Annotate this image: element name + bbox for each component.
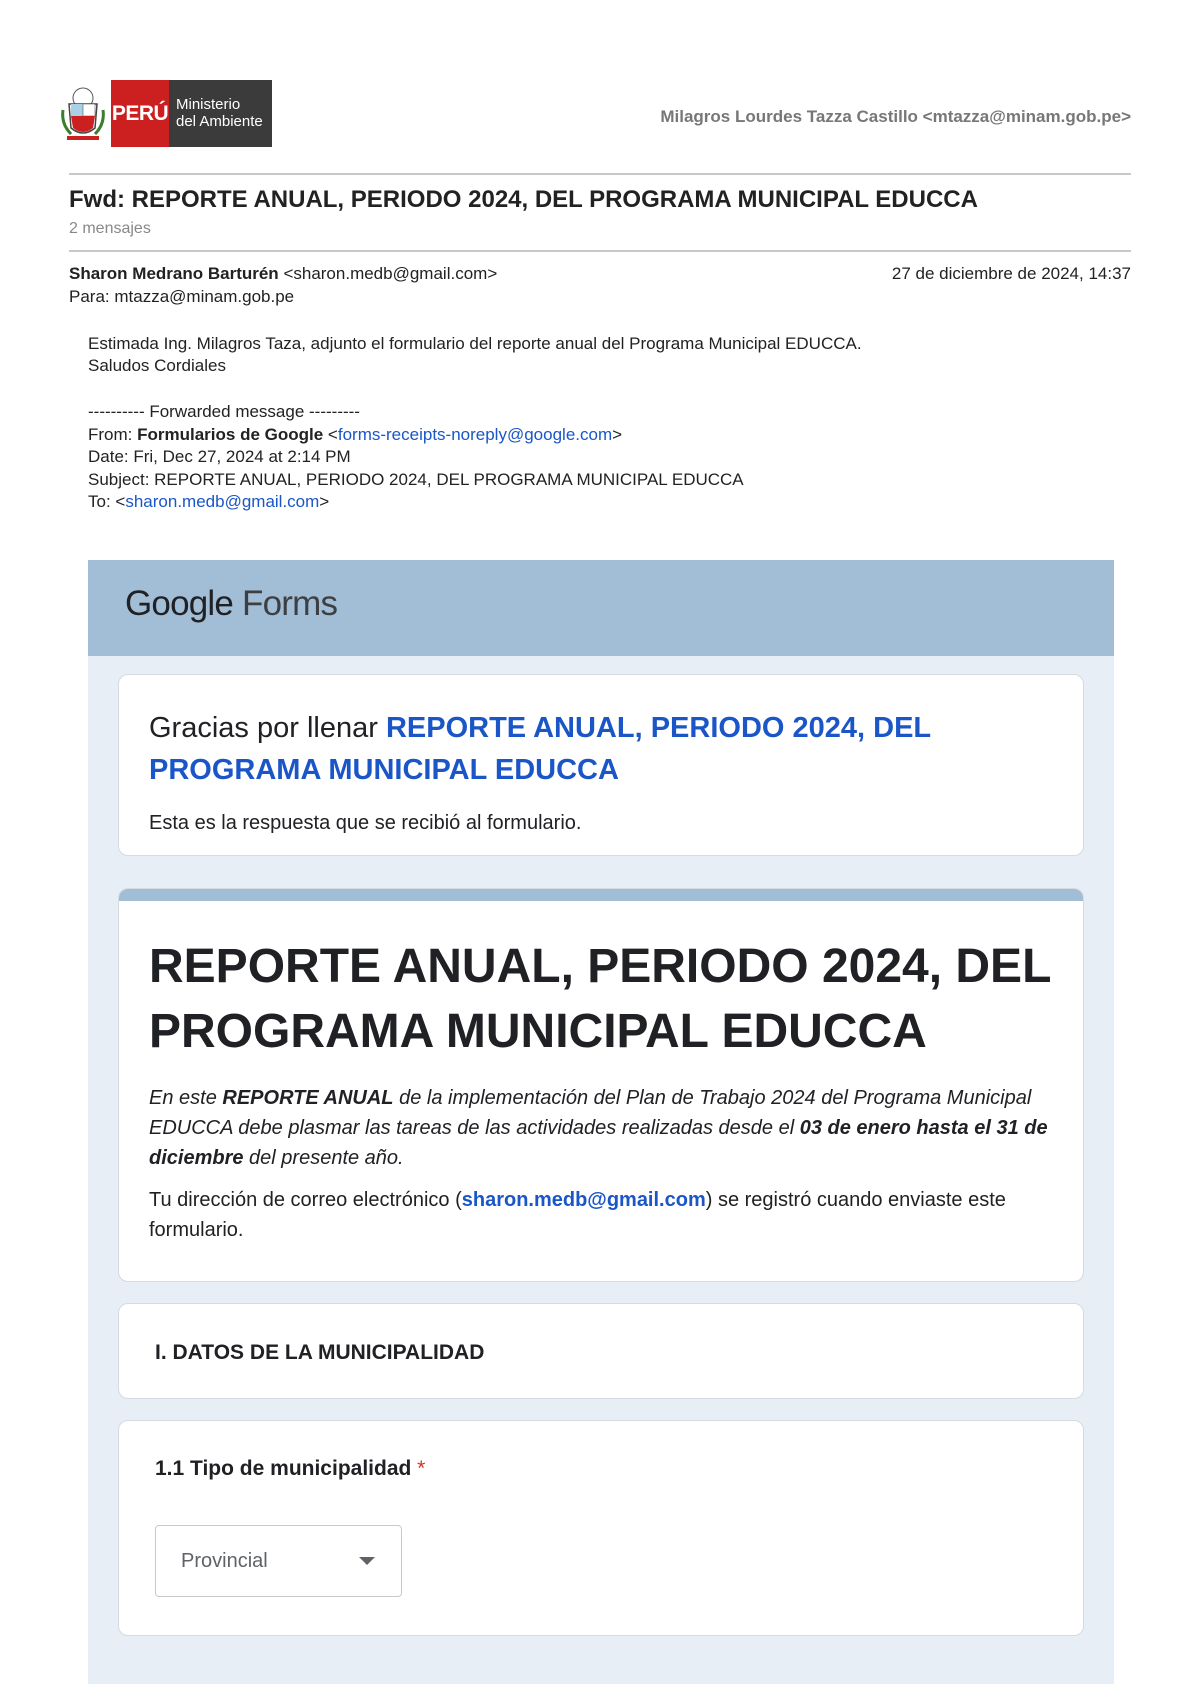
desc-bold: REPORTE ANUAL (222, 1087, 394, 1109)
card-accent-bar (119, 889, 1083, 901)
desc-text: de la implementación del Plan de Trabajo 2024 del Programa Municipal EDUCCA debe plasmar las tareas de las actividades realizadas desde el (149, 1087, 1032, 1139)
form-title: REPORTE ANUAL, PERIODO 2024, DEL PROGRAMA MUNICIPAL EDUCCA (149, 940, 1051, 1058)
desc-text: del presente año. (243, 1147, 404, 1169)
thanks-heading (149, 707, 1049, 791)
divider (69, 173, 1131, 175)
message-body (88, 333, 862, 377)
question-card (118, 1420, 1084, 1636)
forward-from-name: Formularios de Google (137, 424, 324, 444)
thanks-card (118, 674, 1084, 856)
message-recipient: Para: mtazza@minam.gob.pe (69, 287, 295, 306)
peru-coat-of-arms-icon (59, 80, 107, 147)
divider (69, 250, 1131, 252)
body-line: Saludos Cordiales (88, 356, 226, 375)
minam-logo (59, 80, 272, 147)
message-count: 2 mensajes (69, 220, 151, 237)
respondent-email-note (149, 1185, 1059, 1245)
message-date: 27 de diciembre de 2024, 14:37 (891, 264, 1131, 283)
question-text: 1.1 Tipo de municipalidad (155, 1457, 412, 1480)
section-card (118, 1303, 1084, 1399)
google-wordmark: Google (125, 584, 234, 623)
desc-text: En este (149, 1087, 223, 1109)
respondent-email: sharon.medb@gmail.com (461, 1189, 706, 1211)
forward-separator: ---------- Forwarded message --------- (88, 402, 360, 421)
form-description (149, 1083, 1059, 1173)
municipality-type-select[interactable] (155, 1525, 402, 1597)
form-title-link[interactable]: REPORTE ANUAL, PERIODO 2024, DEL PROGRAMA MUNICIPAL EDUCCA (149, 712, 931, 786)
forward-from-label: From: (88, 424, 138, 444)
forms-wordmark: Forms (233, 584, 338, 623)
account-user: Milagros Lourdes Tazza Castillo <mtazza@minam.gob.pe> (660, 107, 1131, 126)
forward-subject: Subject: REPORTE ANUAL, PERIODO 2024, DEL PROGRAMA MUNICIPAL EDUCCA (88, 469, 744, 489)
sender-name: Sharon Medrano Barturén (69, 264, 279, 283)
forward-from: From: Formularios de Google <forms-receipts-noreply@google.com> (88, 424, 623, 444)
forward-to-email-link[interactable]: sharon.medb@gmail.com (125, 492, 320, 511)
google-forms-header (88, 560, 1114, 656)
sender-email: <sharon.medb@gmail.com> (283, 264, 498, 283)
logo-peru-label: PERÚ (111, 80, 169, 147)
logo-ministry-line2: del Ambiente (176, 113, 263, 130)
email-note-text: Tu dirección de correo electrónico ( (149, 1189, 462, 1211)
message-sender (69, 264, 497, 284)
body-line: Estimada Ing. Milagros Taza, adjunto el formulario del reporte anual del Programa Municipal EDUCCA. (88, 334, 862, 353)
logo-ministry-line1: Ministerio (176, 96, 241, 113)
forward-to-label: To: < (88, 492, 126, 511)
thanks-prefix: Gracias por llenar (149, 712, 386, 744)
thread-subject: Fwd: REPORTE ANUAL, PERIODO 2024, DEL PROGRAMA MUNICIPAL EDUCCA (69, 186, 978, 213)
thanks-note: Esta es la respuesta que se recibió al formulario. (149, 812, 582, 834)
google-forms-receipt (88, 560, 1114, 1684)
forward-date: Date: Fri, Dec 27, 2024 at 2:14 PM (88, 447, 351, 466)
section-title: I. DATOS DE LA MUNICIPALIDAD (155, 1341, 485, 1364)
question-label (155, 1457, 425, 1481)
dropdown-arrow-icon (359, 1557, 375, 1565)
email-note-text: ) se registró cuando enviaste este formulario. (149, 1189, 1006, 1241)
google-forms-logo (125, 584, 337, 624)
form-header-card (118, 888, 1084, 1282)
required-asterisk: * (417, 1457, 426, 1480)
selected-value: Provincial (181, 1550, 268, 1572)
logo-ministry-label (169, 80, 272, 147)
desc-bold: 03 de enero hasta el 31 de diciembre (149, 1117, 1048, 1169)
forward-from-email-link[interactable]: forms-receipts-noreply@google.com (337, 424, 613, 444)
email-header (59, 80, 1131, 150)
forwarded-header (88, 401, 744, 514)
forward-to: To: <sharon.medb@gmail.com> (88, 492, 330, 511)
